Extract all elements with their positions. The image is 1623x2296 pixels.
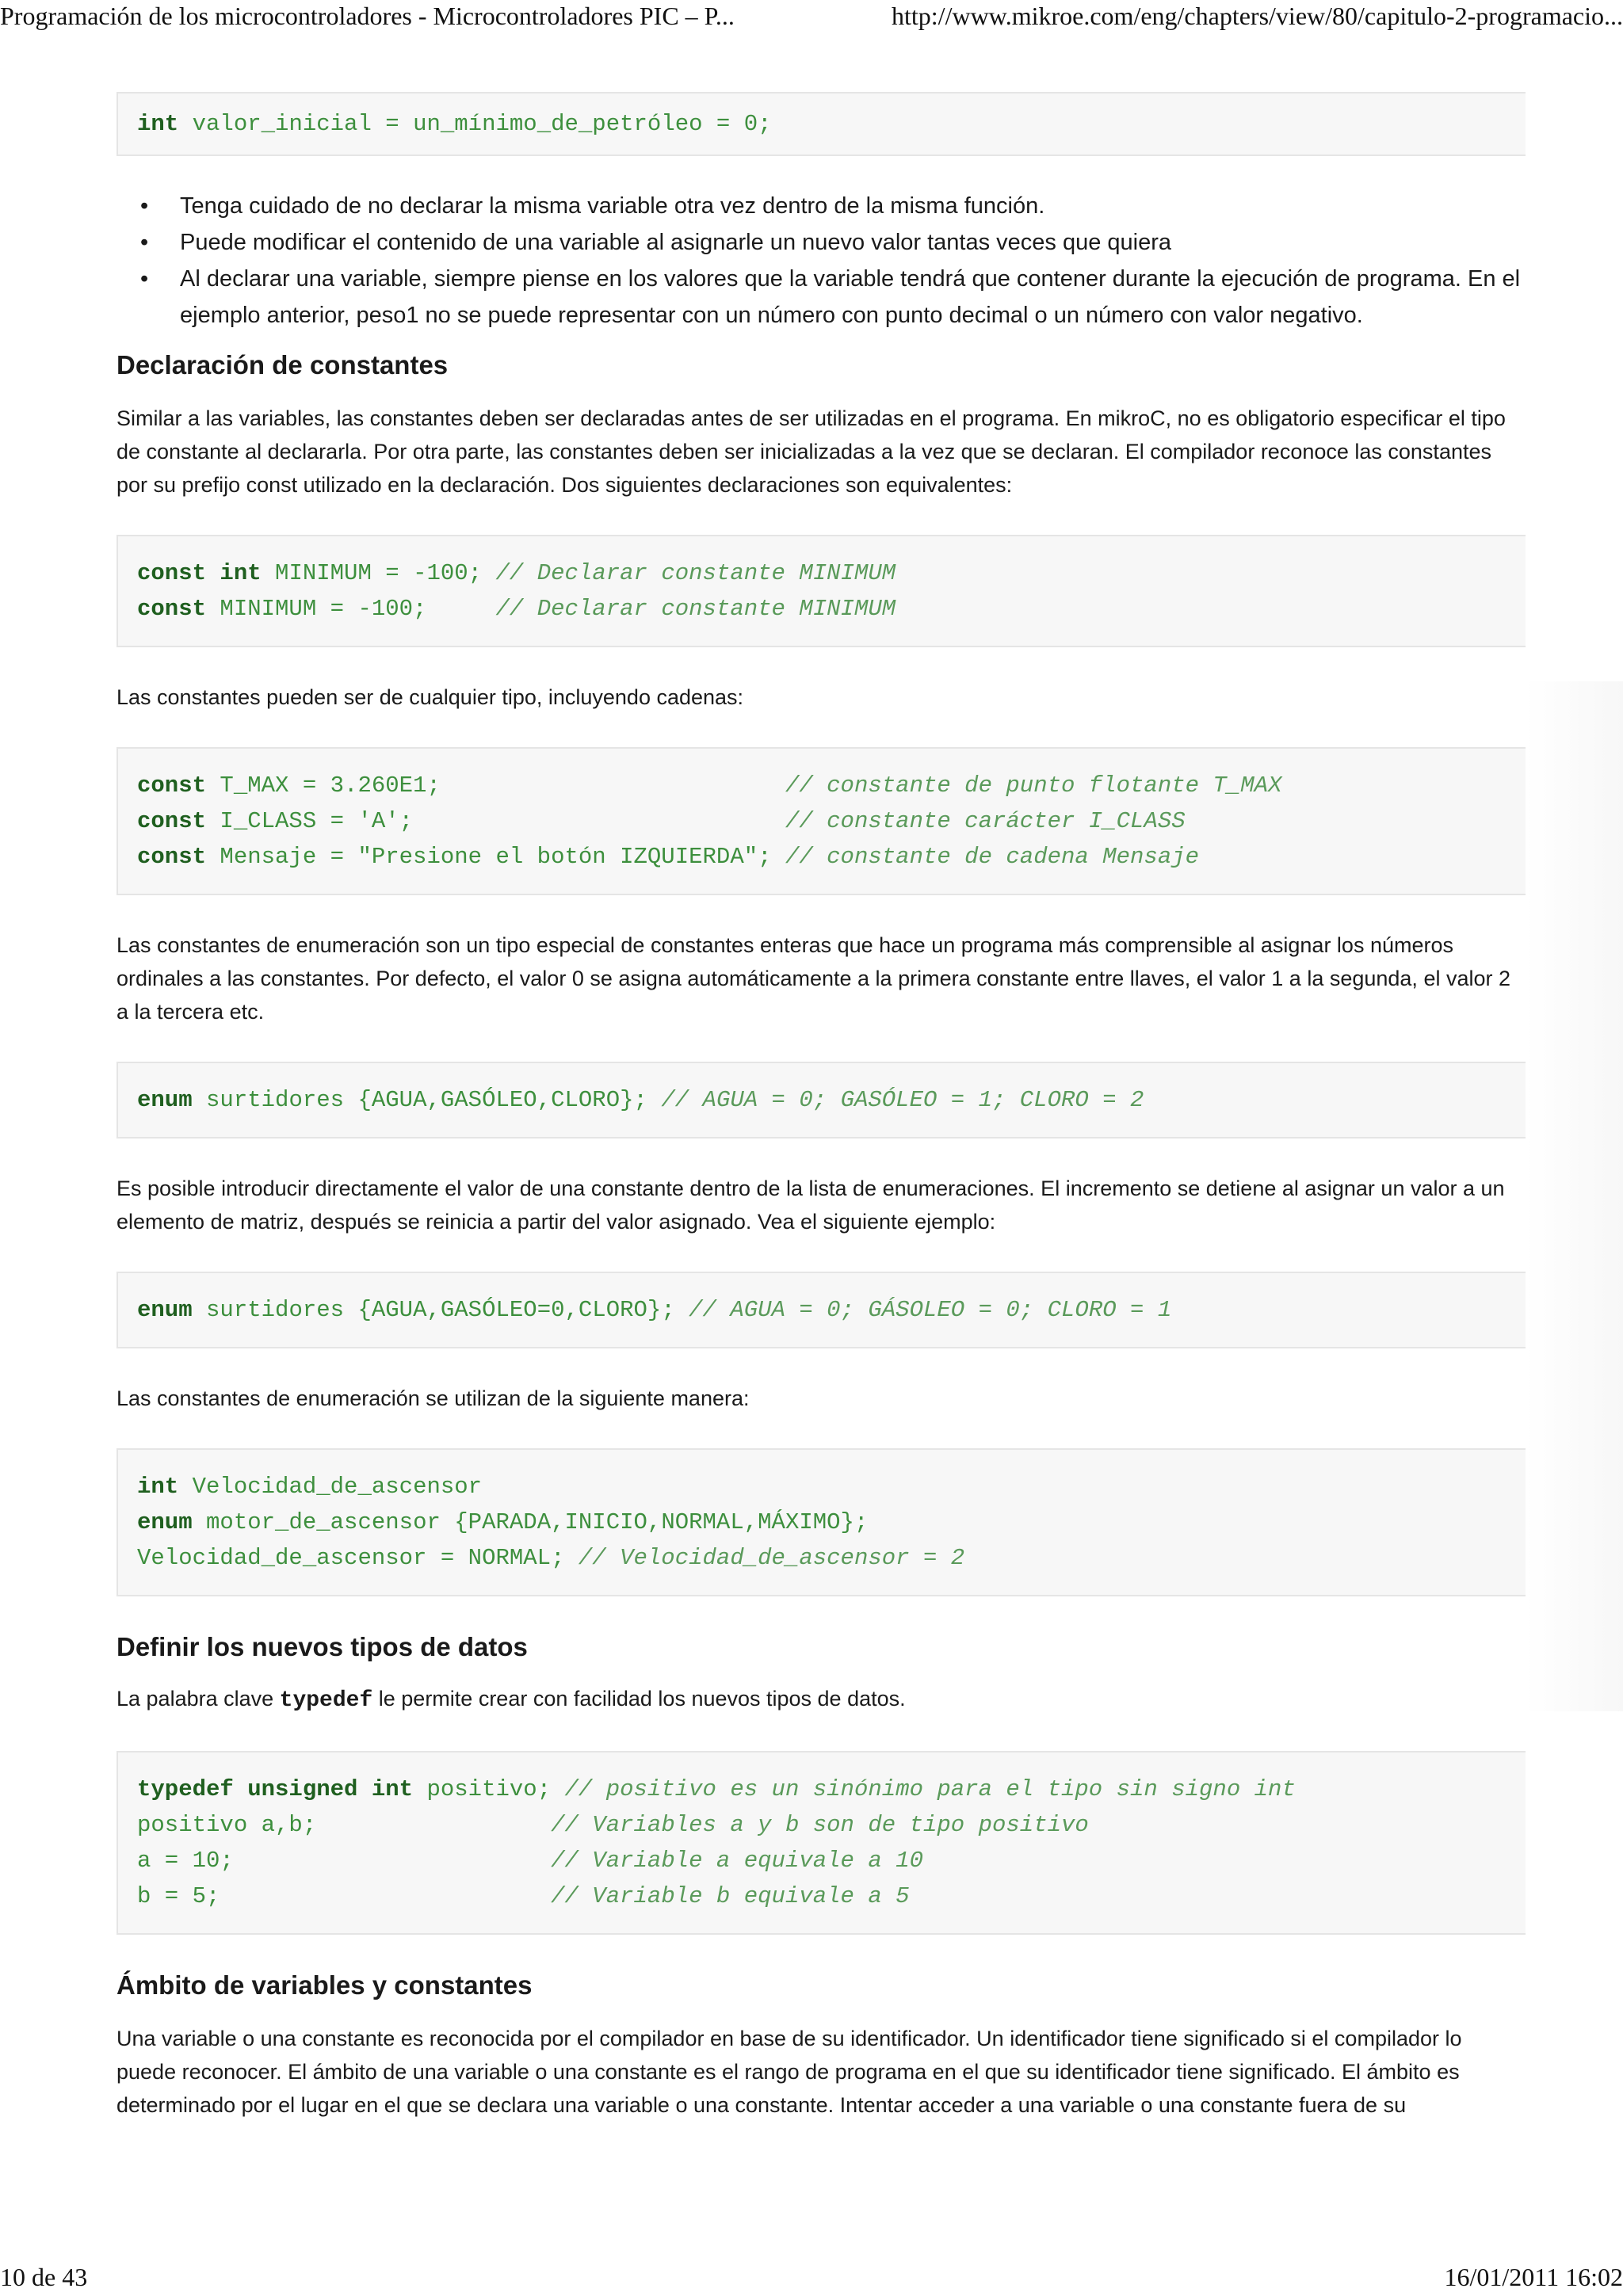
- print-datetime: 16/01/2011 16:02: [1444, 2263, 1623, 2291]
- bullet-symbol: •: [140, 266, 149, 292]
- code-text: Mensaje = "Presione el botón IZQUIERDA";: [206, 844, 785, 870]
- code-keyword: typedef unsigned int: [137, 1776, 414, 1802]
- code-block-enum-surtidores: [116, 1062, 1526, 1138]
- code-comment: // Variables a y b son de tipo positivo: [551, 1812, 1089, 1838]
- paragraph-typedef: [116, 1682, 1526, 1718]
- code-comment: // AGUA = 0; GASÓLEO = 1; CLORO = 2: [661, 1087, 1144, 1113]
- code-text: a = 10;: [137, 1848, 552, 1874]
- code-text: valor_inicial = un_mínimo_de_petróleo = 0;: [178, 111, 772, 137]
- right-margin-shade: [1526, 681, 1623, 1711]
- bullet-list: [116, 188, 1526, 334]
- code-keyword: enum: [137, 1509, 193, 1535]
- code-text: positivo;: [413, 1776, 565, 1802]
- code-block-valor-inicial: [116, 92, 1526, 156]
- code-keyword: int: [220, 560, 262, 586]
- code-text: Velocidad_de_ascensor = NORMAL;: [137, 1545, 579, 1571]
- paragraph-text: le permite crear con facilidad los nuevos tipos de datos.: [372, 1687, 906, 1711]
- code-keyword: const: [137, 560, 207, 586]
- paragraph-constantes: Similar a las variables, las constantes deben ser declaradas antes de ser utilizadas en el programa. En mikroC, no es obligatorio especificar el tipo de constante al declararla. Por otra parte, las constantes deben ser inicializadas a la vez que se declaran. El compilador reconoce las constantes por su prefijo const utilizado en la declaración. Dos siguientes declaraciones son equivalentes:: [116, 406, 1506, 497]
- code-keyword: enum: [137, 1087, 193, 1113]
- bullet-symbol: •: [140, 193, 149, 219]
- code-keyword: enum: [137, 1297, 193, 1323]
- list-item: [140, 261, 1526, 334]
- code-keyword: int: [137, 1474, 179, 1500]
- section-heading-ambito: Ámbito de variables y constantes: [116, 1970, 533, 2000]
- code-text: MINIMUM = -100;: [206, 596, 496, 622]
- code-keyword: const: [137, 772, 207, 799]
- inline-keyword: typedef: [279, 1688, 373, 1713]
- code-keyword: const: [137, 844, 207, 870]
- code-comment: // constante carácter I_CLASS: [785, 808, 1186, 834]
- code-comment: // AGUA = 0; GÁSOLEO = 0; CLORO = 1: [689, 1297, 1172, 1323]
- list-item-text: Puede modificar el contenido de una variable al asignarle un nuevo valor tantas veces que quiera: [180, 230, 1172, 255]
- code-text: MINIMUM = -100;: [261, 560, 496, 586]
- code-comment: // Declarar constante MINIMUM: [495, 596, 896, 622]
- paragraph-cadenas: Las constantes pueden ser de cualquier tipo, incluyendo cadenas:: [116, 685, 744, 709]
- code-text: T_MAX = 3.260E1;: [206, 772, 785, 799]
- paragraph-ambito: Una variable o una constante es reconocida por el compilador en base de su identificador. Un identificador tiene significado si el compilador lo puede reconocer. El ámbito de una variable o una constante es el rango de programa en el que su identificador tiene significado. El ámbito es determinado por el lugar en el que se declara una variable o una constante. Intentar acceder a una variable o una constante fuera de su: [116, 2027, 1462, 2117]
- document-title: Programación de los microcontroladores - Microcontroladores PIC – P...: [0, 2, 735, 30]
- code-keyword: int: [137, 111, 179, 137]
- code-text: Velocidad_de_ascensor: [178, 1474, 483, 1500]
- code-comment: // Velocidad_de_ascensor = 2: [578, 1545, 965, 1571]
- code-comment: // positivo es un sinónimo para el tipo sin signo int: [564, 1776, 1296, 1802]
- section-heading-tipos: Definir los nuevos tipos de datos: [116, 1632, 528, 1661]
- code-block-const-strings: [116, 747, 1526, 895]
- list-item: [140, 224, 1526, 261]
- code-keyword: const: [137, 808, 207, 834]
- paragraph-enumeracion-uso: Las constantes de enumeración se utilizan de la siguiente manera:: [116, 1386, 750, 1410]
- print-footer: [0, 2263, 1623, 2294]
- print-header: [0, 2, 1623, 33]
- code-text: b = 5;: [137, 1883, 552, 1909]
- code-comment: // Variable b equivale a 5: [551, 1883, 910, 1909]
- code-comment: // constante de punto flotante T_MAX: [785, 772, 1282, 799]
- section-heading-constantes: Declaración de constantes: [116, 350, 449, 379]
- paragraph-text: La palabra clave: [116, 1687, 280, 1711]
- code-comment: // constante de cadena Mensaje: [785, 844, 1200, 870]
- code-block-const-minimum: [116, 535, 1526, 647]
- page-number: 10 de 43: [0, 2263, 88, 2291]
- list-item-text: Al declarar una variable, siempre piense en los valores que la variable tendrá que contener durante la ejecución de programa. En el ejemplo anterior, peso1 no se puede representar con un número con punto decimal o un número con valor negativo.: [180, 266, 1521, 328]
- paragraph-enumeracion: Las constantes de enumeración son un tipo especial de constantes enteras que hace un programa más comprensible al asignar los números ordinales a las constantes. Por defecto, el valor 0 se asigna automáticamente a la primera constante entre llaves, el valor 1 a la segunda, el valor 2 a la tercera etc.: [116, 933, 1510, 1024]
- list-item-text: Tenga cuidado de no declarar la misma variable otra vez dentro de la misma función.: [180, 193, 1045, 219]
- paragraph-enumeracion-valor: Es posible introducir directamente el valor de una constante dentro de la lista de enumeraciones. El incremento se detiene al asignar un valor a un elemento de matriz, después se reinicia a partir del valor asignado. Vea el siguiente ejemplo:: [116, 1177, 1505, 1234]
- code-block-typedef: [116, 1751, 1526, 1935]
- page-url: http://www.mikroe.com/eng/chapters/view/80/capitulo-2-programacio...: [892, 2, 1623, 30]
- list-item: [140, 188, 1526, 224]
- bullet-symbol: •: [140, 230, 149, 255]
- code-text: surtidores {AGUA,GASÓLEO=0,CLORO};: [192, 1297, 689, 1323]
- code-text: surtidores {AGUA,GASÓLEO,CLORO};: [192, 1087, 662, 1113]
- code-comment: // Variable a equivale a 10: [551, 1848, 923, 1874]
- article-content: [116, 87, 1526, 2122]
- code-text: motor_de_ascensor {PARADA,INICIO,NORMAL,MÁXIMO};: [192, 1509, 869, 1535]
- code-text: I_CLASS = 'A';: [206, 808, 785, 834]
- code-text: positivo a,b;: [137, 1812, 552, 1838]
- code-comment: // Declarar constante MINIMUM: [495, 560, 896, 586]
- code-block-ascensor: [116, 1448, 1526, 1596]
- code-block-enum-surtidores-valor: [116, 1272, 1526, 1348]
- code-keyword: const: [137, 596, 207, 622]
